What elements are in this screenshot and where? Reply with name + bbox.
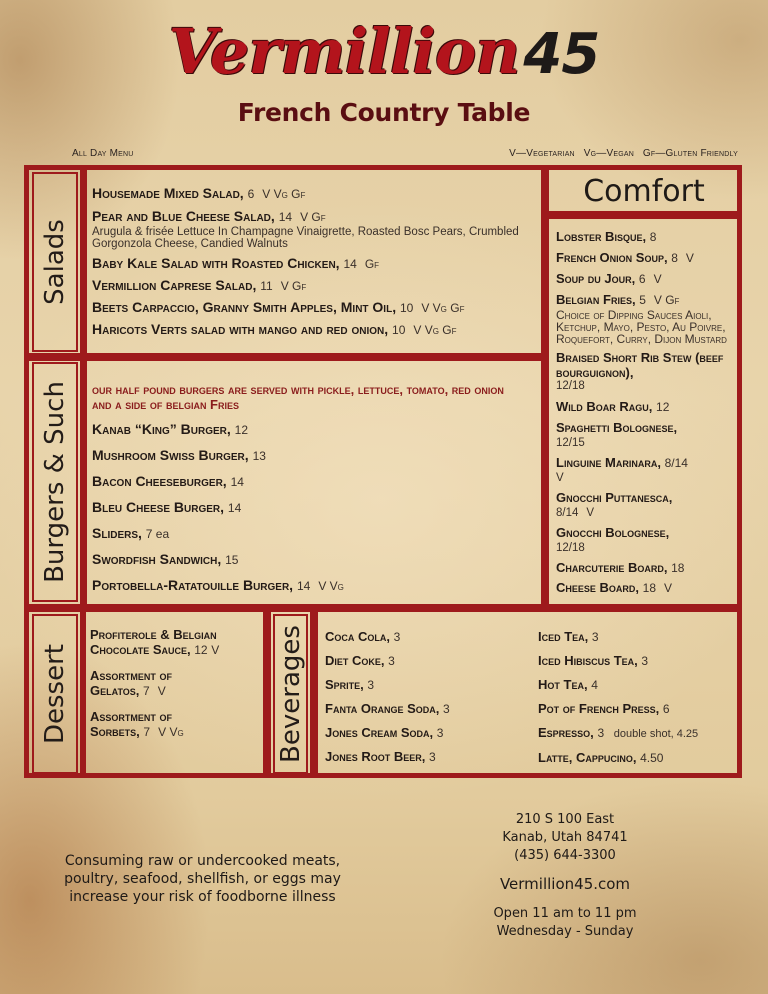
menu-item: Pot of French Press, 6 <box>538 701 670 716</box>
menu-item: Jones Cream Soda, 3 <box>325 725 444 740</box>
dessert-label-text: Dessert <box>40 644 70 744</box>
section-label-salads <box>32 172 78 352</box>
menu-item: Vermillion Caprese Salad, 11 V Gf <box>92 277 307 293</box>
comfort-title: Comfort <box>583 173 705 209</box>
menu-item: Mushroom Swiss Burger, 13 <box>92 447 266 463</box>
menu-item: Wild Boar Ragu, 12 <box>556 399 670 414</box>
hours-line-1: Open 11 am to 11 pm <box>493 906 637 921</box>
divider-comfort-title <box>541 211 742 219</box>
menu-item: Iced Tea, 3 <box>538 629 599 644</box>
contact-info <box>455 811 675 941</box>
menu-item: Profiterole & Belgian Chocolate Sauce, 12 V <box>90 627 220 657</box>
comfort-list <box>556 228 738 597</box>
menu-type: All Day Menu <box>72 148 134 159</box>
divider-label-column <box>80 165 87 610</box>
salads-label-text: Salads <box>40 219 70 305</box>
website-link[interactable]: Vermillion45.com <box>499 875 631 893</box>
warning-line: Consuming raw or undercooked meats, <box>64 853 341 869</box>
beverages-label-text: Beverages <box>275 625 306 763</box>
menu-item: French Onion Soup, 8 V <box>556 250 694 265</box>
address-line-1: 210 S 100 East <box>515 812 615 827</box>
dietary-legend: V—Vegetarian Vg—Vegan Gf—Gluten Friendly <box>509 148 738 159</box>
menu-item: Portobella-Ratatouille Burger, 14 V Vg <box>92 577 344 593</box>
burgers-label-text: Burgers & Such <box>40 381 70 583</box>
logo-script: Vermillion <box>168 15 520 88</box>
section-label-dessert <box>32 614 78 774</box>
menu-item: Sprite, 3 <box>325 677 375 692</box>
menu-item: Haricots Verts salad with mango and red onion, 10 V Vg Gf <box>92 321 457 337</box>
menu-item: Sliders, 7 ea <box>92 525 170 541</box>
tagline: French Country Table <box>237 98 531 127</box>
item-tags: V <box>556 472 564 484</box>
menu-item: Cheese Board, 18 V <box>556 580 673 595</box>
menu-item: Jones Root Beer, 3 <box>325 749 436 764</box>
menu-item: Braised Short Rib Stew (beef bourguignon), <box>556 350 724 380</box>
warning-line: poultry, seafood, shellfish, or eggs may <box>64 871 341 887</box>
menu-item: Assortment of Gelatos, 7 V <box>90 668 172 698</box>
burgers-list <box>92 382 512 595</box>
item-description: Choice of Dipping Sauces Aioli, Ketchup, Mayo, Pesto, Au Poivre, Roquefort, Curry, Dijon Mustard <box>556 308 727 346</box>
address-line-2: Kanab, Utah 84741 <box>502 830 628 845</box>
salads-list <box>92 184 537 339</box>
item-price: 12/15 <box>556 437 585 449</box>
menu-item: Diet Coke, 3 <box>325 653 395 668</box>
menu-item: Assortment of Sorbets, 7 V Vg <box>90 709 184 739</box>
item-description: Arugula & frisée Lettuce In Champagne Vinaigrette, Roasted Bosc Pears, Crumbled Gorgonzola Cheese, Candied Walnuts <box>92 226 519 250</box>
menu-item: Soup du Jour, 6 V <box>556 271 662 286</box>
logo-number: 45 <box>523 22 600 87</box>
section-label-beverages <box>273 614 308 774</box>
menu-item: Housemade Mixed Salad, 6 V Vg Gf <box>92 185 306 201</box>
menu-item: Bacon Cheeseburger, 14 <box>92 473 244 489</box>
divider-comfort <box>541 165 549 610</box>
menu-item: Latte, Cappucino, 4.50 <box>538 750 664 765</box>
menu-item: Linguine Marinara, 8/14 <box>556 455 688 470</box>
divider-salads-burgers <box>24 353 546 361</box>
warning-line: increase your risk of foodborne illness <box>69 889 336 905</box>
beverages-left-list <box>325 628 525 766</box>
menu-item: Hot Tea, 4 <box>538 677 598 692</box>
menu-item: Lobster Bisque, 8 <box>556 229 657 244</box>
menu-item: Iced Hibiscus Tea, 3 <box>538 653 649 668</box>
menu-item: Pear and Blue Cheese Salad, 14 V Gf <box>92 208 326 224</box>
phone-number: (435) 644-3300 <box>514 848 616 863</box>
beverages-right-list <box>538 628 738 767</box>
menu-item: Espresso, 3 double shot, 4.25 <box>538 725 699 740</box>
menu-item: Belgian Fries, 5 V Gf <box>556 292 680 307</box>
menu-item: Gnocchi Puttanesca, <box>556 490 673 505</box>
menu-item: Baby Kale Salad with Roasted Chicken, 14 Gf <box>92 255 380 271</box>
divider-dessert-label <box>80 604 86 778</box>
item-price: 12/18 <box>556 380 585 392</box>
divider-bottom <box>24 604 742 612</box>
menu-item: Spaghetti Bolognese, <box>556 420 678 435</box>
item-price: 12/18 <box>556 542 585 554</box>
food-safety-warning <box>30 852 375 906</box>
section-label-burgers <box>32 362 78 602</box>
item-price: 8/14 V <box>556 507 595 519</box>
divider-dessert-beverages <box>263 604 271 778</box>
menu-item: Kanab “King” Burger, 12 <box>92 421 249 437</box>
dessert-list <box>90 627 260 740</box>
hours-line-2: Wednesday - Sunday <box>496 924 634 939</box>
divider-beverages-label <box>310 604 318 778</box>
menu-item: Charcuterie Board, 18 <box>556 560 685 575</box>
restaurant-logo <box>0 12 768 95</box>
burgers-note: our half pound burgers are served with pickle, lettuce, tomato, red onion and a side of belgian Fries <box>92 382 504 412</box>
menu-item: Coca Cola, 3 <box>325 629 401 644</box>
menu-item: Swordfish Sandwich, 15 <box>92 551 239 567</box>
menu-item: Bleu Cheese Burger, 14 <box>92 499 242 515</box>
menu-item: Fanta Orange Soda, 3 <box>325 701 450 716</box>
menu-item: Beets Carpaccio, Granny Smith Apples, Mint Oil, 10 V Vg Gf <box>92 299 465 315</box>
menu-item: Gnocchi Bolognese, <box>556 525 670 540</box>
